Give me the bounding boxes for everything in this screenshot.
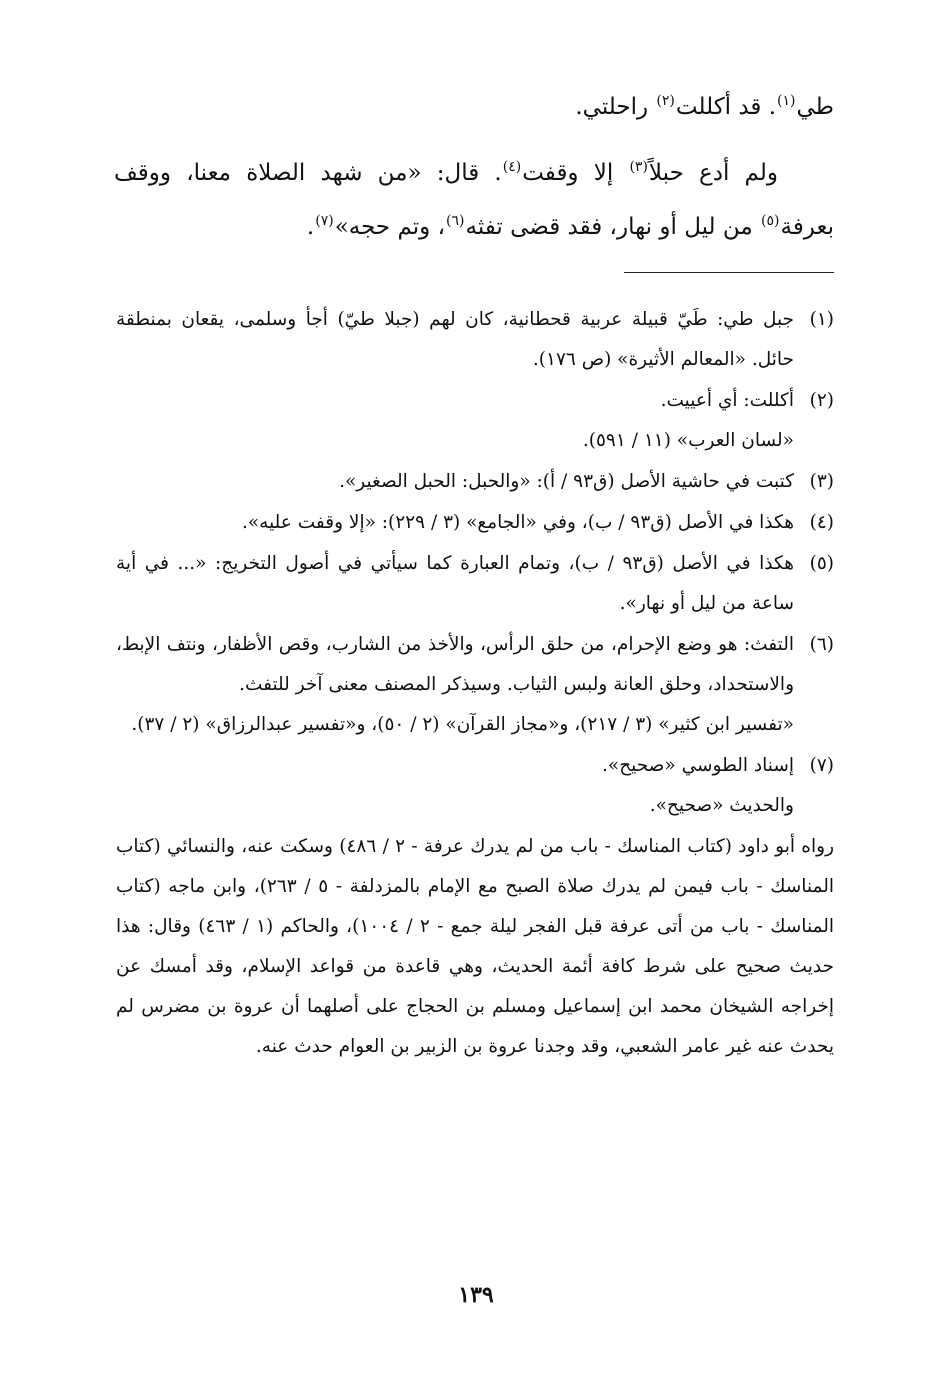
footnote-number: (٥) — [809, 553, 834, 574]
footnote-text: جبل طي: طَيّ قبيلة عربية قحطانية، كان لهم (جبلا طيّ) أجأ وسلمى، يقعان بمنطقة حائل. «المعالم الأثيرة» (ص ١٧٦). — [116, 309, 794, 370]
footnote-5 — [116, 544, 834, 624]
footnote-3 — [116, 462, 834, 502]
footnote-citation: «تفسير ابن كثير» (٣ / ٢١٧)، و«مجاز القرآن» (٢ / ٥٠)، و«تفسير عبدالرزاق» (٢ / ٣٧). — [131, 714, 794, 735]
footnote-number: (٣) — [809, 471, 834, 492]
footnote-number: (٢) — [809, 390, 834, 411]
footnote-text: والحديث «صحيح». — [649, 795, 794, 816]
footnote-6 — [116, 625, 834, 745]
footnote-ref[interactable]: (٥) — [761, 213, 780, 229]
footnote-number: (٦) — [809, 634, 834, 655]
footnote-text: هكذا في الأصل (ق٩٣ / ب)، وفي «الجامع» (٣ / ٢٢٩): «إلا وقفت عليه». — [241, 512, 794, 533]
text-run: من ليل أو نهار، فقد قضى تفثه — [465, 214, 761, 240]
text-run: ولم أدع حبلاً — [648, 160, 778, 186]
text-run: . قد أكللت — [675, 94, 777, 120]
footnote-7 — [116, 746, 834, 826]
footnote-text: أكللت: أي أعييت. — [660, 390, 794, 411]
main-text — [114, 80, 834, 254]
main-paragraph-2 — [114, 146, 834, 254]
text-run: . قال: «من شهد الصلاة معنا، ووقف بعرفة — [114, 160, 834, 240]
footnote-2 — [116, 381, 834, 461]
footnote-number: (٧) — [809, 755, 834, 776]
footnote-divider — [624, 272, 834, 273]
footnote-citation: «لسان العرب» (١١ / ٥٩١). — [582, 430, 794, 451]
footnote-4 — [116, 503, 834, 543]
footnote-ref[interactable]: (٦) — [446, 213, 465, 229]
footnote-number: (٤) — [809, 512, 834, 533]
footnote-text: هكذا في الأصل (ق٩٣ / ب)، وتمام العبارة كما سيأتي في أصول التخريج: «... في أية ساعة من ليل أو نهار». — [116, 553, 794, 614]
footnote-text: إسناد الطوسي «صحيح». — [602, 755, 794, 776]
footnote-1 — [116, 300, 834, 380]
page-number: ١٣٩ — [458, 1282, 494, 1308]
text-run: . — [306, 214, 315, 240]
main-line-1 — [114, 80, 834, 134]
footnote-text: كتبت في حاشية الأصل (ق٩٣ / أ): «والحبل: الحبل الصغير». — [339, 471, 794, 492]
takhrij-paragraph: رواه أبو داود (كتاب المناسك - باب من لم يدرك عرفة - ٢ / ٤٨٦) وسكت عنه، والنسائي (كتاب المناسك - باب فيمن لم يدرك صلاة الصبح مع الإمام بالمزدلفة - ٥ / ٢٦٣)، وابن ماجه (كتاب المناسك - باب من أتى عرفة قبل الفجر ليلة جمع - ٢ / ١٠٠٤)، والحاكم (١ / ٤٦٣) وقال: هذا حديث صحيح على شرط كافة أئمة الحديث، وهي قاعدة من قواعد الإسلام، وقد أمسك عن إخراجه الشيخان محمد ابن إسماعيل ومسلم بن الحجاج على أصلهما أن عروة بن مضرس لم يحدث عنه غير عامر الشعبي، وقد وجدنا عروة بن الزبير بن العوام حدث عنه. — [116, 836, 835, 1057]
footnote-number: (١) — [809, 309, 834, 330]
footnotes-section — [116, 300, 834, 1067]
footnote-ref[interactable]: (٤) — [502, 159, 522, 175]
text-run: راحلتي. — [575, 94, 656, 120]
footnote-ref[interactable]: (٢) — [656, 93, 675, 109]
footnote-ref[interactable]: (٣) — [629, 159, 648, 175]
text-run: طي — [796, 94, 834, 120]
text-run: إلا وقفت — [522, 160, 629, 186]
text-run: ، وتم حجه» — [334, 214, 446, 240]
footnote-ref[interactable]: (١) — [777, 93, 796, 109]
footnote-text: التفث: هو وضع الإحرام، من حلق الرأس، والأخذ من الشارب، وقص الأظفار، ونتف الإبط، والاستحداد، وحلق العانة ولبس الثياب. وسيذكر المصنف معنى آخر للتفث. — [116, 634, 794, 695]
footnote-ref[interactable]: (٧) — [315, 213, 334, 229]
